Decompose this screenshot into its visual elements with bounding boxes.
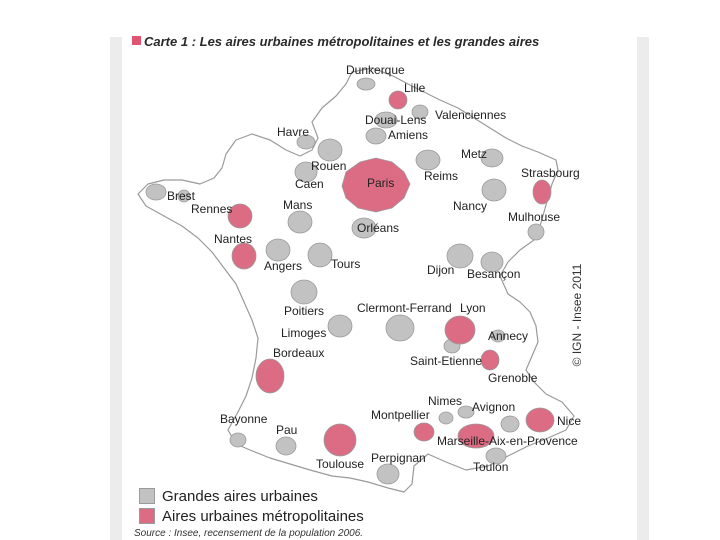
city-label: Dunkerque bbox=[346, 63, 405, 77]
area-grenoble bbox=[481, 350, 499, 370]
map-legend bbox=[139, 486, 364, 526]
area-dunkerque bbox=[357, 78, 375, 90]
source-note: Source : Insee, recensement de la population 2006. bbox=[134, 528, 364, 539]
city-labels bbox=[167, 63, 581, 474]
city-label: Rouen bbox=[311, 159, 347, 173]
city-label: Clermont-Ferrand bbox=[357, 301, 452, 315]
city-label: Annecy bbox=[488, 329, 529, 343]
area-mulhouse bbox=[528, 224, 544, 240]
city-label: Pau bbox=[276, 423, 298, 437]
legend-label: Grandes aires urbaines bbox=[162, 487, 318, 505]
city-label: Nancy bbox=[453, 199, 488, 213]
area-bordeaux bbox=[256, 359, 284, 393]
city-label: Bordeaux bbox=[273, 346, 325, 360]
city-label: Perpignan bbox=[371, 451, 426, 465]
city-label: Grenoble bbox=[488, 371, 538, 385]
city-label: Nantes bbox=[214, 232, 253, 246]
area-nantes bbox=[232, 243, 256, 269]
city-label: Valenciennes bbox=[435, 108, 507, 122]
legend-item-aires-metropolitaines bbox=[139, 506, 364, 526]
city-label: Nimes bbox=[428, 394, 463, 408]
area-perpignan bbox=[377, 464, 399, 484]
city-label: Toulouse bbox=[316, 457, 365, 471]
area-mans bbox=[288, 211, 312, 233]
city-label: Havre bbox=[277, 125, 310, 139]
area-poitiers bbox=[291, 280, 317, 304]
city-label: Limoges bbox=[281, 326, 327, 340]
legend-swatch-pink bbox=[139, 508, 155, 524]
area-nimes bbox=[439, 412, 453, 424]
area-rouen bbox=[318, 139, 342, 161]
city-label: Caen bbox=[295, 177, 324, 191]
area-amiens bbox=[366, 128, 386, 144]
city-label: Nice bbox=[557, 414, 582, 428]
city-label: Douai-Lens bbox=[365, 113, 427, 127]
city-label: Lyon bbox=[460, 301, 486, 315]
area-tours bbox=[308, 243, 332, 267]
city-label: Lille bbox=[404, 81, 426, 95]
city-label: Metz bbox=[461, 147, 488, 161]
city-label: Marseille-Aix-en-Provence bbox=[437, 434, 578, 448]
city-label: Strasbourg bbox=[521, 166, 580, 180]
grandes-aires-group bbox=[146, 78, 544, 484]
city-label: Brest bbox=[167, 189, 196, 203]
legend-item-grandes-aires bbox=[139, 486, 364, 506]
legend-swatch-grey bbox=[139, 488, 155, 504]
city-label: Bayonne bbox=[220, 412, 268, 426]
area-limoges bbox=[328, 315, 352, 337]
area-marseille-west bbox=[501, 416, 519, 432]
area-brest bbox=[146, 184, 166, 200]
area-strasbourg bbox=[533, 180, 551, 204]
legend-label: Aires urbaines métropolitaines bbox=[162, 507, 364, 525]
city-label: Mans bbox=[283, 198, 313, 212]
city-label: Paris bbox=[367, 176, 395, 190]
city-label: Reims bbox=[424, 169, 459, 183]
city-label: Saint-Etienne bbox=[410, 354, 483, 368]
area-bayonne bbox=[230, 433, 246, 447]
city-label: Angers bbox=[264, 259, 303, 273]
city-label: Dijon bbox=[427, 263, 455, 277]
copyright-text: © IGN - Insee 2011 bbox=[570, 263, 584, 367]
area-nice bbox=[526, 408, 554, 432]
city-label: Toulon bbox=[473, 460, 509, 474]
area-clermont-ferrand bbox=[386, 315, 414, 341]
city-label: Mulhouse bbox=[508, 210, 561, 224]
area-montpellier bbox=[414, 423, 434, 441]
city-label: Rennes bbox=[191, 202, 233, 216]
area-toulouse bbox=[324, 424, 356, 456]
city-label: Montpellier bbox=[371, 408, 430, 422]
area-angers bbox=[266, 239, 290, 261]
city-label: Avignon bbox=[472, 400, 516, 414]
city-label: Amiens bbox=[388, 128, 429, 142]
map-title-text: Carte 1 : Les aires urbaines métropolitaines et les grandes aires bbox=[144, 34, 540, 49]
city-label: Orléans bbox=[357, 221, 400, 235]
city-label: Tours bbox=[331, 257, 361, 271]
area-reims bbox=[416, 150, 440, 170]
area-lyon bbox=[445, 316, 475, 344]
area-nancy bbox=[482, 179, 506, 201]
area-pau bbox=[276, 437, 296, 455]
city-label: Besançon bbox=[467, 267, 521, 281]
city-label: Poitiers bbox=[284, 304, 325, 318]
